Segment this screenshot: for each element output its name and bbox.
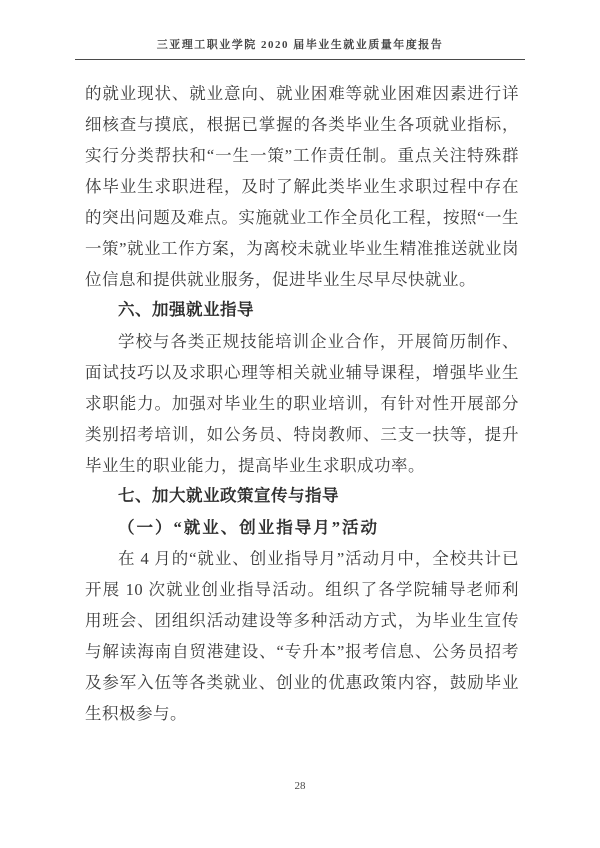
paragraph-employment-guidance: 学校与各类正规技能培训企业合作，开展简历制作、面试技巧以及求职心理等相关就业辅导课程，增强毕业生求职能力。加强对毕业生的职业培训，有针对性开展部分类别招考培训，如公务员、特岗教师、三支一扶等，提升毕业生的职业能力，提高毕业生求职成功率。 <box>85 332 519 475</box>
document-body <box>85 78 519 729</box>
page-footer <box>0 780 600 792</box>
page-number: 28 <box>294 780 306 792</box>
paragraph-employment-assistance: 的就业现状、就业意向、就业困难等就业困难因素进行详细核查与摸底，根据已掌握的各类毕业生各项就业指标，实行分类帮扶和“一生一策”工作责任制。重点关注特殊群体毕业生求职进程，及时了解此类毕业生求职过程中存在的突出问题及难点。实施就业工作全员化工程，按照“一生一策”就业工作方案，为离校未就业毕业生精准推送就业岗位信息和提供就业服务，促进毕业生尽早尽快就业。 <box>85 84 519 289</box>
paragraph-guidance-month-activity: 在 4 月的“就业、创业指导月”活动月中，全校共计已开展 10 次就业创业指导活动。组织了各学院辅导老师利用班会、团组织活动建设等多种活动方式，为毕业生宣传与解读海南自贸港建设、“专升本”报考信息、公务员招考及参军入伍等各类就业、创业的优惠政策内容，鼓励毕业生积极参与。 <box>85 549 519 723</box>
section-heading-6: 六、加强就业指导 <box>118 301 254 319</box>
subsection-heading-7-1: （一）“就业、创业指导月”活动 <box>118 518 379 537</box>
page-header <box>75 36 525 60</box>
page-header-title: 三亚理工职业学院 2020 届毕业生就业质量年度报告 <box>156 39 444 51</box>
section-heading-7: 七、加大就业政策宣传与指导 <box>118 487 339 505</box>
